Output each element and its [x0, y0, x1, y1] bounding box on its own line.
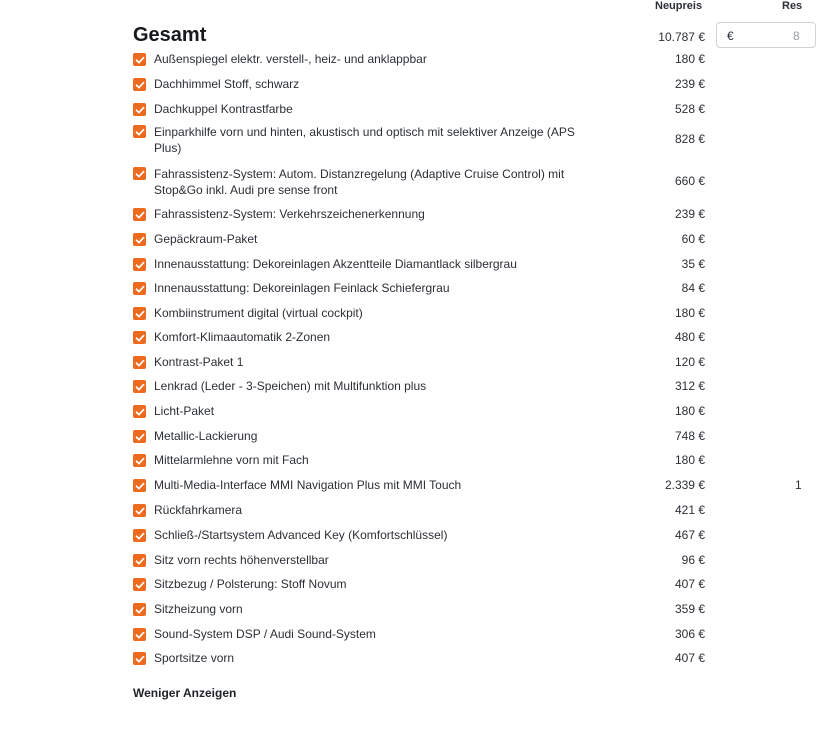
equipment-price: 312 €	[674, 379, 705, 393]
checkmark-icon	[135, 432, 145, 442]
equipment-item	[133, 205, 800, 223]
show-less-link[interactable]: Weniger Anzeigen	[133, 686, 237, 700]
equipment-price: 239 €	[674, 77, 705, 91]
equipment-label: Sportsitze vorn	[154, 651, 235, 665]
checkmark-icon	[135, 333, 145, 343]
equipment-price: 180 €	[674, 453, 705, 467]
equipment-checkbox[interactable]	[133, 603, 146, 616]
equipment-checkbox[interactable]	[133, 167, 146, 180]
equipment-label: Sound-System DSP / Audi Sound-System	[154, 627, 376, 641]
equipment-checkbox[interactable]	[133, 331, 146, 344]
checkmark-icon	[135, 531, 145, 541]
equipment-checkbox[interactable]	[133, 78, 146, 91]
equipment-checkbox[interactable]	[133, 208, 146, 221]
equipment-checkbox[interactable]	[133, 356, 146, 369]
equipment-label: Rückfahrkamera	[154, 503, 243, 517]
equipment-checkbox[interactable]	[133, 628, 146, 641]
equipment-checkbox[interactable]	[133, 103, 146, 116]
equipment-item	[133, 255, 800, 273]
equipment-price: 96 €	[681, 553, 705, 567]
checkmark-icon	[135, 407, 145, 417]
equipment-checkbox[interactable]	[133, 380, 146, 393]
equipment-checkbox[interactable]	[133, 578, 146, 591]
equipment-price: 407 €	[674, 577, 705, 591]
checkmark-icon	[135, 605, 145, 615]
equipment-label: Innenausstattung: Dekoreinlagen Feinlack Schiefergrau	[154, 281, 450, 295]
equipment-label: Fahrassistenz-System: Verkehrszeichenerkennung	[154, 207, 425, 221]
equipment-price: 180 €	[674, 404, 705, 418]
checkmark-icon	[135, 382, 145, 392]
page-title: Gesamt	[133, 24, 207, 46]
equipment-rest-value: 1	[795, 478, 802, 492]
equipment-price: 180 €	[674, 306, 705, 320]
equipment-price: 480 €	[674, 330, 705, 344]
checkmark-icon	[135, 260, 145, 270]
checkmark-icon	[135, 210, 145, 220]
equipment-label: Lenkrad (Leder - 3-Speichen) mit Multifunktion plus	[154, 379, 427, 393]
equipment-label: Sitzbezug / Polsterung: Stoff Novum	[154, 577, 347, 591]
equipment-price: 2.339 €	[664, 478, 705, 492]
equipment-label: Sitzheizung vorn	[154, 602, 243, 616]
equipment-label: Fahrassistenz-System: Autom. Distanzregelung (Adaptive Cruise Control) mit Stop&Go inkl. Audi pre sense front	[154, 167, 565, 197]
equipment-checkbox[interactable]	[133, 652, 146, 665]
rest-column-header: Res	[782, 0, 803, 12]
equipment-item	[133, 165, 800, 199]
checkmark-icon	[135, 80, 145, 90]
checkmark-icon	[135, 556, 145, 566]
equipment-label: Sitz vorn rechts höhenverstellbar	[154, 553, 329, 567]
equipment-item	[133, 402, 800, 420]
equipment-price: 660 €	[674, 174, 705, 188]
equipment-item	[133, 451, 800, 469]
equipment-checkbox[interactable]	[133, 454, 146, 467]
equipment-checkbox[interactable]	[133, 233, 146, 246]
checkmark-icon	[135, 169, 145, 179]
equipment-item	[133, 600, 800, 618]
equipment-checkbox[interactable]	[133, 258, 146, 271]
equipment-label: Komfort-Klimaautomatik 2-Zonen	[154, 330, 331, 344]
equipment-item	[133, 427, 800, 445]
equipment-checkbox[interactable]	[133, 405, 146, 418]
checkmark-icon	[135, 506, 145, 516]
checkmark-icon	[135, 456, 145, 466]
equipment-checkbox[interactable]	[133, 504, 146, 517]
equipment-price: 306 €	[674, 627, 705, 641]
equipment-item	[133, 551, 800, 569]
equipment-checkbox[interactable]	[133, 307, 146, 320]
equipment-item	[133, 501, 800, 519]
equipment-checkbox[interactable]	[133, 479, 146, 492]
equipment-price: 359 €	[674, 602, 705, 616]
equipment-label: Dachhimmel Stoff, schwarz	[154, 77, 300, 91]
equipment-label: Kombiinstrument digital (virtual cockpit)	[154, 306, 363, 320]
equipment-item	[133, 279, 800, 297]
equipment-label: Kontrast-Paket 1	[154, 355, 244, 369]
equipment-item	[133, 123, 800, 157]
checkmark-icon	[135, 127, 145, 137]
equipment-item	[133, 476, 800, 494]
equipment-item	[133, 377, 800, 395]
equipment-item	[133, 526, 800, 544]
equipment-item	[133, 50, 800, 68]
equipment-label: Außenspiegel elektr. verstell-, heiz- und anklappbar	[154, 52, 427, 66]
equipment-checkbox[interactable]	[133, 125, 146, 138]
euro-symbol: €	[727, 29, 734, 43]
equipment-item	[133, 649, 800, 667]
checkmark-icon	[135, 654, 145, 664]
equipment-price: 828 €	[674, 132, 705, 146]
equipment-item	[133, 328, 800, 346]
neupreis-column-header: Neupreis	[655, 0, 703, 12]
equipment-price: 467 €	[674, 528, 705, 542]
equipment-item	[133, 75, 800, 93]
checkmark-icon	[135, 580, 145, 590]
equipment-label: Multi-Media-Interface MMI Navigation Plus mit MMI Touch	[154, 478, 462, 492]
equipment-checkbox[interactable]	[133, 554, 146, 567]
equipment-checkbox[interactable]	[133, 53, 146, 66]
checkmark-icon	[135, 55, 145, 65]
equipment-label: Schließ-/Startsystem Advanced Key (Komfortschlüssel)	[154, 528, 448, 542]
equipment-price: 528 €	[674, 102, 705, 116]
checkmark-icon	[135, 358, 145, 368]
equipment-price: 239 €	[674, 207, 705, 221]
equipment-checkbox[interactable]	[133, 529, 146, 542]
equipment-label: Gepäckraum-Paket	[154, 232, 258, 246]
rest-value-input[interactable]	[716, 22, 816, 48]
equipment-checkbox[interactable]	[133, 282, 146, 295]
checkmark-icon	[135, 284, 145, 294]
equipment-label: Einparkhilfe vorn und hinten, akustisch und optisch mit selektiver Anzeige (APS Plus)	[154, 125, 575, 155]
equipment-item	[133, 353, 800, 371]
equipment-label: Mittelarmlehne vorn mit Fach	[154, 453, 309, 467]
equipment-price: 60 €	[681, 232, 705, 246]
equipment-price: 407 €	[674, 651, 705, 665]
equipment-price: 180 €	[674, 52, 705, 66]
checkmark-icon	[135, 309, 145, 319]
checkmark-icon	[135, 481, 145, 491]
rest-value-placeholder: 8	[793, 29, 800, 43]
equipment-price: 120 €	[674, 355, 705, 369]
equipment-price: 35 €	[681, 257, 705, 271]
equipment-item	[133, 575, 800, 593]
equipment-price: 748 €	[674, 429, 705, 443]
equipment-item	[133, 625, 800, 643]
checkmark-icon	[135, 235, 145, 245]
equipment-item	[133, 100, 800, 118]
equipment-price: 84 €	[681, 281, 705, 295]
equipment-checkbox[interactable]	[133, 430, 146, 443]
checkmark-icon	[135, 630, 145, 640]
equipment-label: Metallic-Lackierung	[154, 429, 258, 443]
equipment-label: Dachkuppel Kontrastfarbe	[154, 102, 293, 116]
checkmark-icon	[135, 105, 145, 115]
equipment-label: Innenausstattung: Dekoreinlagen Akzentteile Diamantlack silbergrau	[154, 257, 517, 271]
equipment-item	[133, 304, 800, 322]
equipment-label: Licht-Paket	[154, 404, 215, 418]
equipment-price: 421 €	[674, 503, 705, 517]
total-price: 10.787 €	[658, 30, 705, 44]
equipment-item	[133, 230, 800, 248]
